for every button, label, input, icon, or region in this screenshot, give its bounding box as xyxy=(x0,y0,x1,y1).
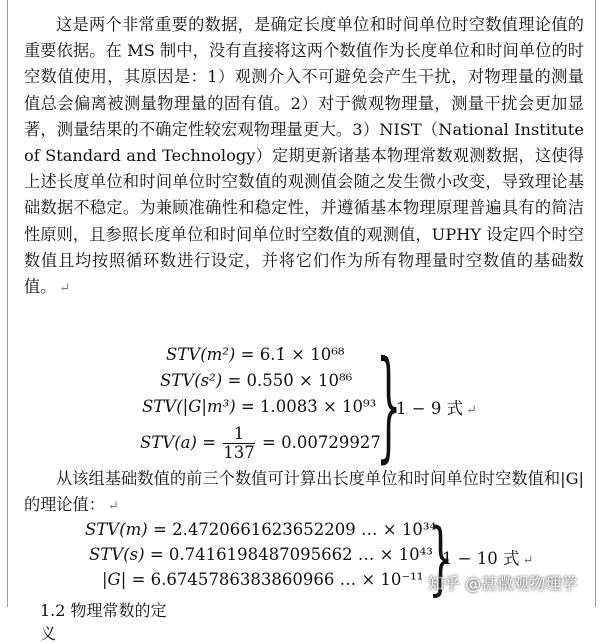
equation-lhs: |G| xyxy=(102,570,127,589)
paragraph-derived-text: 从该组基础数值的前三个数值可计算出长度单位和时间单位时空数值和|G|的理论值： xyxy=(24,469,584,515)
zhihu-watermark: 知乎 @甚微观物理学 xyxy=(428,574,578,593)
equation-rhs: = 0.550̇ × 10⁸⁶ xyxy=(227,371,353,390)
right-brace-icon: } xyxy=(376,338,402,476)
equation-label-1-10: 1 − 10 式 ↵ xyxy=(442,549,534,568)
equation-stv-g-m3 xyxy=(142,397,376,416)
equation-lhs: STV(m) xyxy=(85,520,148,539)
equation-lhs: STV(s²) xyxy=(160,371,223,390)
fraction xyxy=(223,425,255,462)
equation-stv-s2 xyxy=(160,371,352,390)
equation-lhs: STV(a) xyxy=(140,433,197,452)
cut-off-heading: 1.2 物理常数的定义 xyxy=(40,601,167,643)
equation-label-1-9: 1 − 9 式 ↵ xyxy=(396,399,477,418)
equation-rhs: = 0.7416198487095662 … × 10⁴³ xyxy=(149,545,433,564)
equation-g-value xyxy=(102,570,423,589)
equation-stv-s xyxy=(89,545,433,564)
equation-rhs: = 6.1̇ × 10⁶⁸ xyxy=(240,345,345,364)
return-mark: ↵ xyxy=(59,281,71,297)
equation-lhs: STV(|G|m³) xyxy=(142,397,236,416)
fraction-numerator: 1 xyxy=(223,425,255,444)
equation-lhs: STV(s) xyxy=(89,545,145,564)
right-brace-icon: } xyxy=(428,513,454,605)
paragraph-intro xyxy=(24,12,584,302)
equation-stv-m xyxy=(85,520,436,539)
page-left-edge xyxy=(7,0,8,607)
fraction-denominator: 137 xyxy=(223,443,255,462)
equation-stv-a: STV(a) = $\frac{1}{137}$ = 0.0̇07̇29̇92̇7̇ xyxy=(140,424,381,462)
paragraph-derived: 从该组基础数值的前三个数值可计算出长度单位和时间单位时空数值和|G|的理论值： ↵ xyxy=(24,469,584,515)
equation-rhs: = 2.4720661623652209 … × 10³⁴ xyxy=(153,520,437,539)
equation-rhs: = 6.6745786383860966 … × 10⁻¹¹ xyxy=(131,570,424,589)
equation-lhs: STV(m²) xyxy=(166,345,236,364)
equation-rhs: = 0.0̇07̇29̇92̇7̇ xyxy=(262,433,381,452)
equation-rhs: = 1.0083̇ × 10⁹³ xyxy=(240,397,377,416)
paragraph-intro-text: 这是两个非常重要的数据，是确定长度单位和时间单位时空数值理论值的重要依据。在 MS 制中，没有直接将这两个数值作为长度单位和时间单位的时空数值使用，其原因是：1）观测介入不可避免会产生干扰，对物理量的测量值总会偏离被测量物理量的固有值。2）对于微观物理量，测量干扰会更加显著，测量结果的不确定性较宏观物理量更大。3）NIST（National Institute of Standard and Technology）定期更新诸基本物理常数观测数据，这使得上述长度单位和时间单位时空数值的观测值会随之发生微小改变，导致理论基础数据不稳定。为兼顾准确性和稳定性，并遵循基本物理原理普遍具有的简洁性原则，且参照长度单位和时间单位时空数值的观测值，UPHY 设定四个时空数值且均按照循环数进行设定，并将它们作为所有物理量时空数值的基础数值。 xyxy=(24,15,584,297)
equation-stv-m2 xyxy=(166,345,344,364)
page-right-edge xyxy=(595,0,596,607)
